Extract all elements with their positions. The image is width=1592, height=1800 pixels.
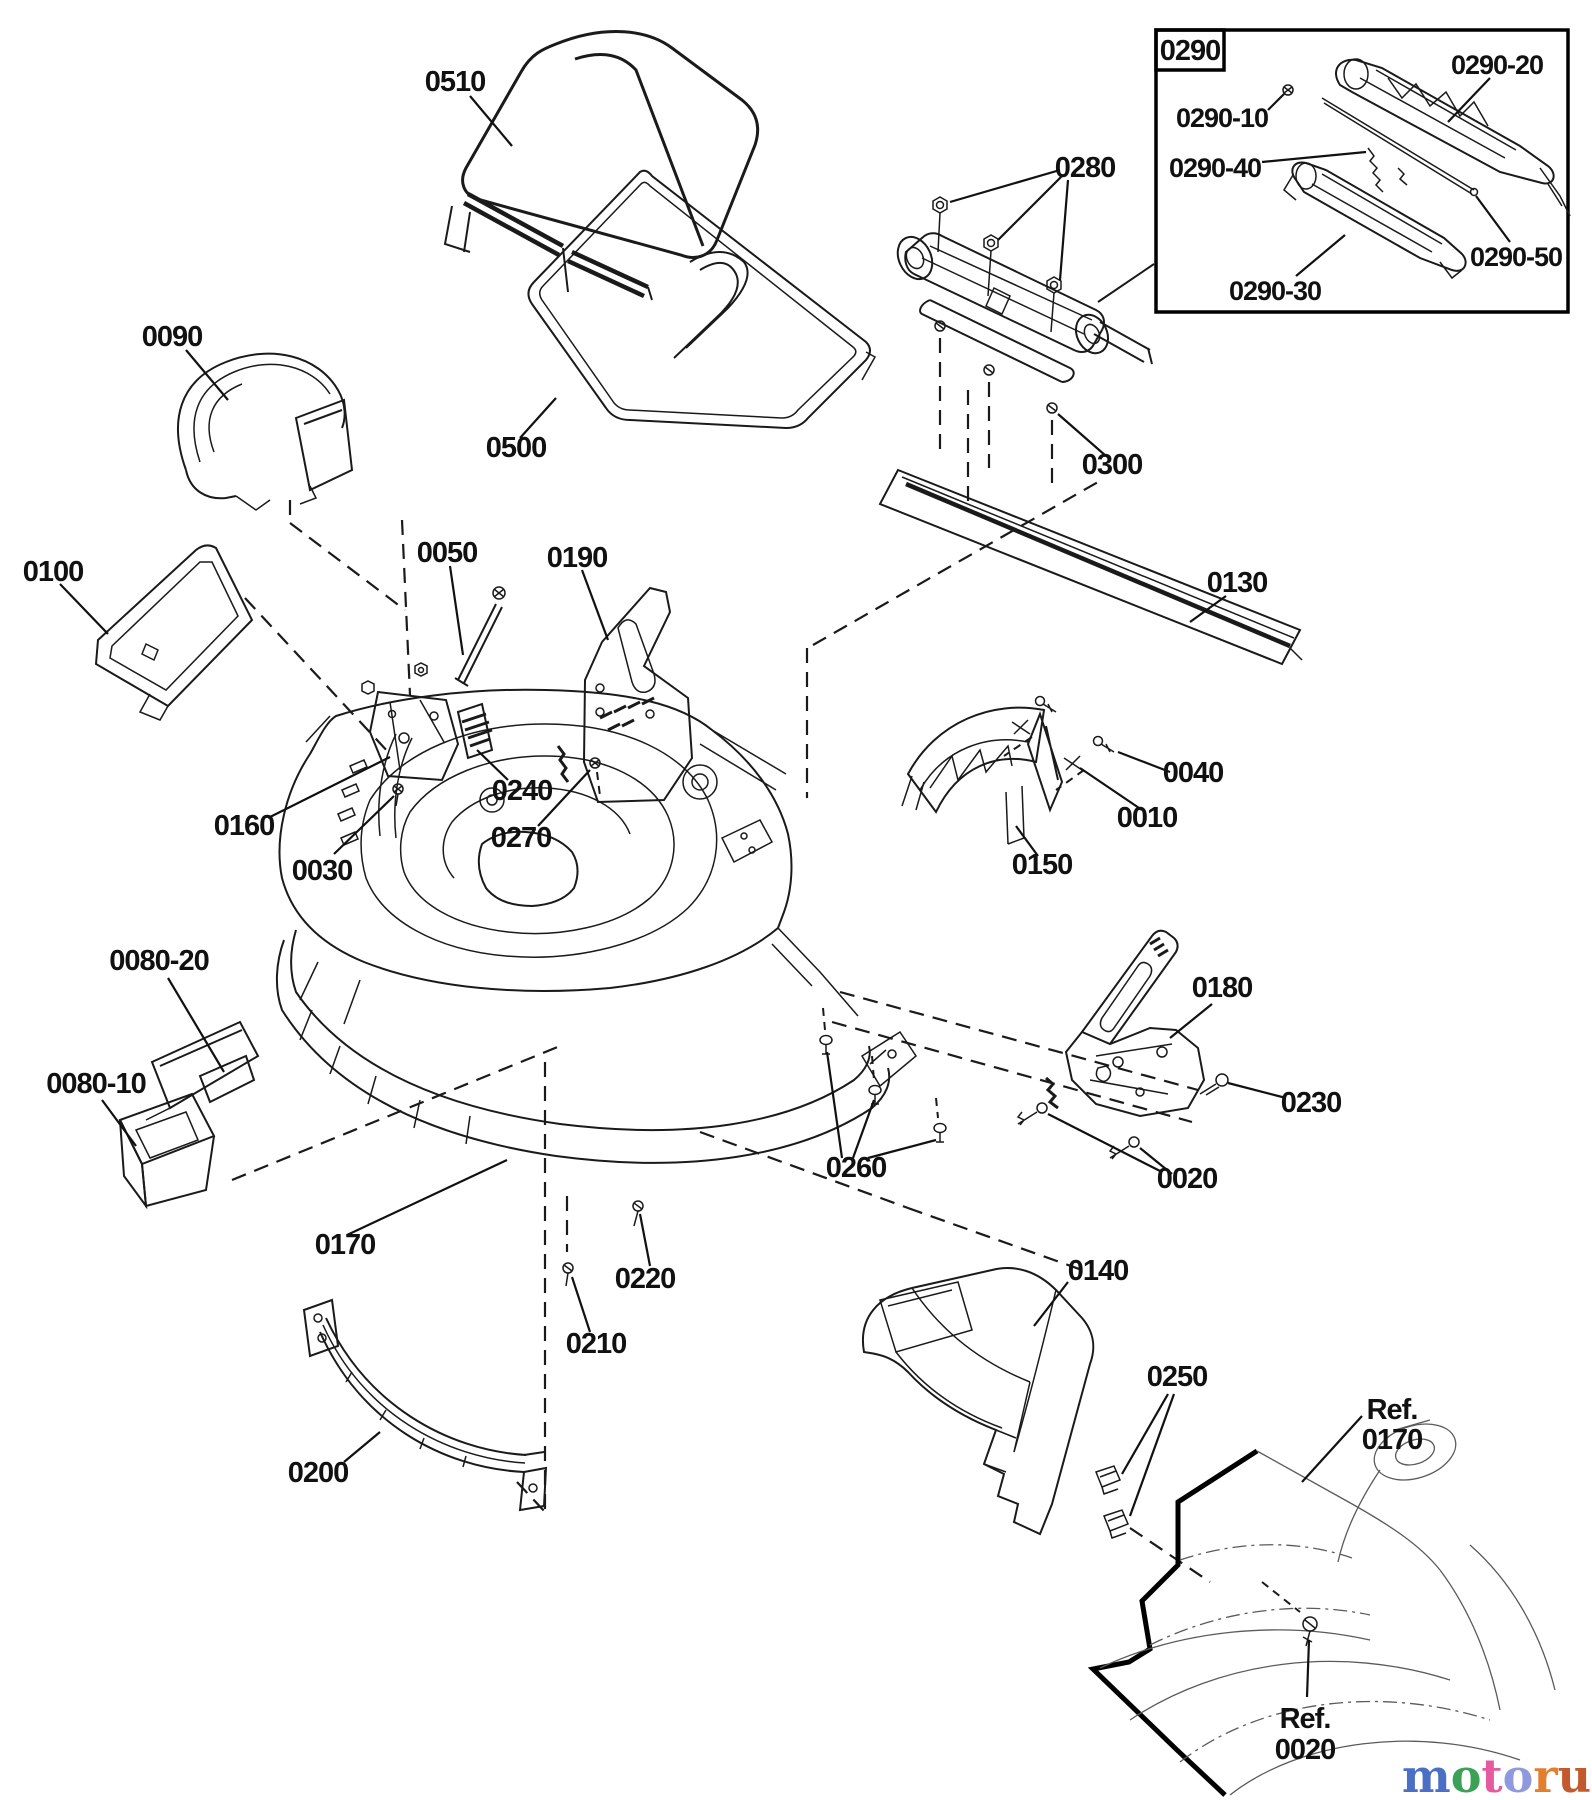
inset-label-0290-10: 0290-10 xyxy=(1175,103,1269,133)
watermark-letter: m xyxy=(1402,1749,1451,1800)
inset-label-0290-50: 0290-50 xyxy=(1469,242,1563,272)
part-label-0500: 0500 xyxy=(485,432,547,464)
part-label-0100: 0100 xyxy=(22,556,84,588)
part-label-0050: 0050 xyxy=(416,537,478,569)
mount-screws xyxy=(935,321,1057,413)
inset-label-0290-40: 0290-40 xyxy=(1168,153,1262,183)
upper-handle-lock-drawing xyxy=(1336,59,1570,216)
lock-spring-drawing xyxy=(1368,148,1407,192)
part-label-0080-10: 0080-10 xyxy=(46,1068,146,1100)
part-label-0160: 0160 xyxy=(213,810,275,842)
part-label-0210: 0210 xyxy=(565,1328,627,1360)
watermark-letter: o xyxy=(1450,1749,1482,1800)
handle-bracket-right-drawing xyxy=(1018,931,1228,1159)
part-number-labels xyxy=(23,50,1562,1766)
handle-mount-assembly-drawing xyxy=(891,197,1154,413)
ref-label-0020-number: 0020 xyxy=(1274,1734,1336,1766)
part-label-0280: 0280 xyxy=(1054,152,1116,184)
part-label-0200: 0200 xyxy=(287,1457,349,1489)
ref-label-0170-number: 0170 xyxy=(1361,1424,1423,1456)
inset-title: 0290 xyxy=(1159,35,1221,67)
part-label-0220: 0220 xyxy=(614,1263,676,1295)
watermark-letter: u xyxy=(1557,1749,1592,1800)
part-label-0130: 0130 xyxy=(1206,567,1268,599)
handle-bracket-left-drawing xyxy=(558,588,692,802)
rear-cover-part-drawing xyxy=(178,354,352,510)
lock-nut-drawing xyxy=(1283,85,1293,95)
inset-label-0290-20: 0290-20 xyxy=(1450,50,1544,80)
ref-label-0170-prefix: Ref. xyxy=(1366,1394,1418,1426)
part-label-0090: 0090 xyxy=(141,321,203,353)
watermark-letter: o xyxy=(1502,1749,1534,1800)
mower-deck-drawing xyxy=(277,690,916,1163)
inset-label-0290-30: 0290-30 xyxy=(1228,276,1322,306)
watermark-letter: t xyxy=(1481,1749,1503,1800)
part-label-0150: 0150 xyxy=(1011,849,1073,881)
ref-label-0020-prefix: Ref. xyxy=(1279,1703,1331,1735)
part-label-0020: 0020 xyxy=(1156,1163,1218,1195)
side-chute-drawing xyxy=(863,1268,1128,1538)
part-label-0240: 0240 xyxy=(491,775,553,807)
part-label-0510: 0510 xyxy=(424,66,486,98)
part-label-0230: 0230 xyxy=(1280,1087,1342,1119)
part-label-0140: 0140 xyxy=(1067,1255,1129,1287)
part-label-0010: 0010 xyxy=(1116,802,1178,834)
part-label-0080-20: 0080-20 xyxy=(109,945,209,977)
watermark-letter: r xyxy=(1533,1749,1558,1800)
rear-door-part-drawing xyxy=(96,545,252,720)
part-label-0260: 0260 xyxy=(825,1152,887,1184)
leader-lines xyxy=(60,78,1510,1697)
watermark-logo xyxy=(1402,1749,1592,1800)
bag-frame-part-drawing xyxy=(528,171,875,428)
assembly-guide-lines xyxy=(232,338,1300,1612)
part-label-0170: 0170 xyxy=(314,1229,376,1261)
grass-bag-part-drawing xyxy=(445,32,758,300)
part-label-0250: 0250 xyxy=(1146,1361,1208,1393)
part-label-0270: 0270 xyxy=(490,822,552,854)
part-label-0030: 0030 xyxy=(291,855,353,887)
part-label-0040: 0040 xyxy=(1162,757,1224,789)
part-label-0300: 0300 xyxy=(1081,449,1143,481)
part-label-0180: 0180 xyxy=(1191,972,1253,1004)
part-label-0190: 0190 xyxy=(546,542,608,574)
lower-handle-lock-drawing xyxy=(1284,162,1466,278)
